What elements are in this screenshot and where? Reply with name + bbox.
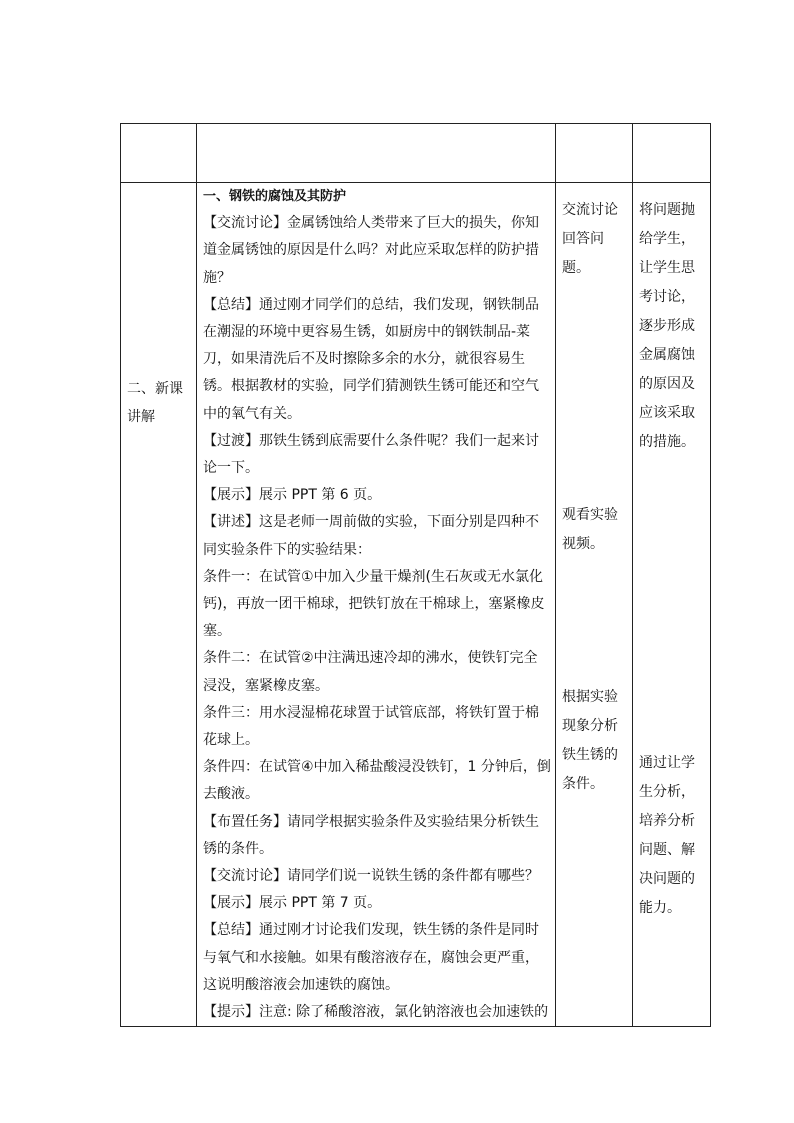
paragraph: 【布置任务】请同学根据实验条件及实验结果分析铁生锈的条件。 (203, 813, 539, 857)
top-cell-stage (121, 124, 197, 183)
student-activity: 观看实验视频。 (562, 507, 618, 552)
paragraph: 【展示】展示 PPT 第 7 页。 (203, 895, 382, 912)
paragraph: 【总结】通过刚才同学们的总结，我们发现，钢铁制品在潮湿的环境中更容易生锈，如厨房中的钢铁制品-菜刀，如果清洗后不及时擦除多余的水分，就很容易生锈。根据教材的实验，同学们猜测铁生锈可能还和空气中的氧气有关。 (203, 296, 539, 422)
top-cell-activity (556, 124, 633, 183)
table-body-row (121, 183, 711, 1027)
paragraph: 【展示】展示 PPT 第 6 页。 (203, 487, 382, 504)
activity-cell (556, 183, 633, 1027)
stage-cell (121, 183, 197, 1027)
paragraph: 条件三：用水浸湿棉花球置于试管底部，将铁钉置于棉花球上。 (203, 704, 539, 749)
paragraph: 【过渡】那铁生锈到底需要什么条件呢？我们一起来讨论一下。 (203, 432, 539, 477)
paragraph: 【交流讨论】金属锈蚀给人类带来了巨大的损失，你知道金属锈蚀的原因是什么吗？对此应采取怎样的防护措施？ (203, 215, 539, 286)
table-top-row (121, 124, 711, 183)
paragraph: 条件一：在试管①中加入少量干燥剂(生石灰或无水氯化钙)，再放一团干棉球，把铁钉放在干棉球上，塞紧橡皮塞。 (203, 568, 545, 640)
paragraph: 【总结】通过刚才讨论我们发现，铁生锈的条件是同时与氧气和水接触。如果有酸溶液存在，腐蚀会更严重，这说明酸溶液会加速铁的腐蚀。 (203, 922, 539, 993)
paragraph: 【交流讨论】请同学们说一说铁生锈的条件都有哪些？ (203, 868, 539, 885)
design-intent: 通过让学生分析，培养分析问题、解决问题的能力。 (639, 755, 695, 916)
paragraph: 条件二：在试管②中注满迅速冷却的沸水，使铁钉完全浸没，塞紧橡皮塞。 (203, 650, 538, 694)
paragraph: 【提示】注意: 除了稀酸溶液，氯化钠溶液也会加速铁的 (203, 1004, 549, 1021)
stage-label: 二、新课讲解 (127, 381, 183, 425)
content-cell (197, 183, 556, 1027)
student-activity: 交流讨论回答问题。 (562, 202, 618, 276)
paragraph: 【讲述】这是老师一周前做的实验，下面分别是四种不同实验条件下的实验结果： (203, 514, 539, 558)
student-activity: 根据实验现象分析铁生锈的条件。 (562, 689, 618, 792)
top-cell-content (197, 124, 556, 183)
top-cell-intent (633, 124, 711, 183)
intent-cell (633, 183, 711, 1027)
design-intent: 将问题抛给学生，让学生思考讨论，逐步形成金属腐蚀的原因及应该采取的措施。 (639, 202, 695, 450)
lesson-plan-table (120, 123, 711, 1027)
paragraph: 条件四：在试管④中加入稀盐酸浸没铁钉，1 分钟后，倒去酸液。 (203, 759, 551, 803)
section-title: 一、钢铁的腐蚀及其防护 (203, 189, 347, 204)
